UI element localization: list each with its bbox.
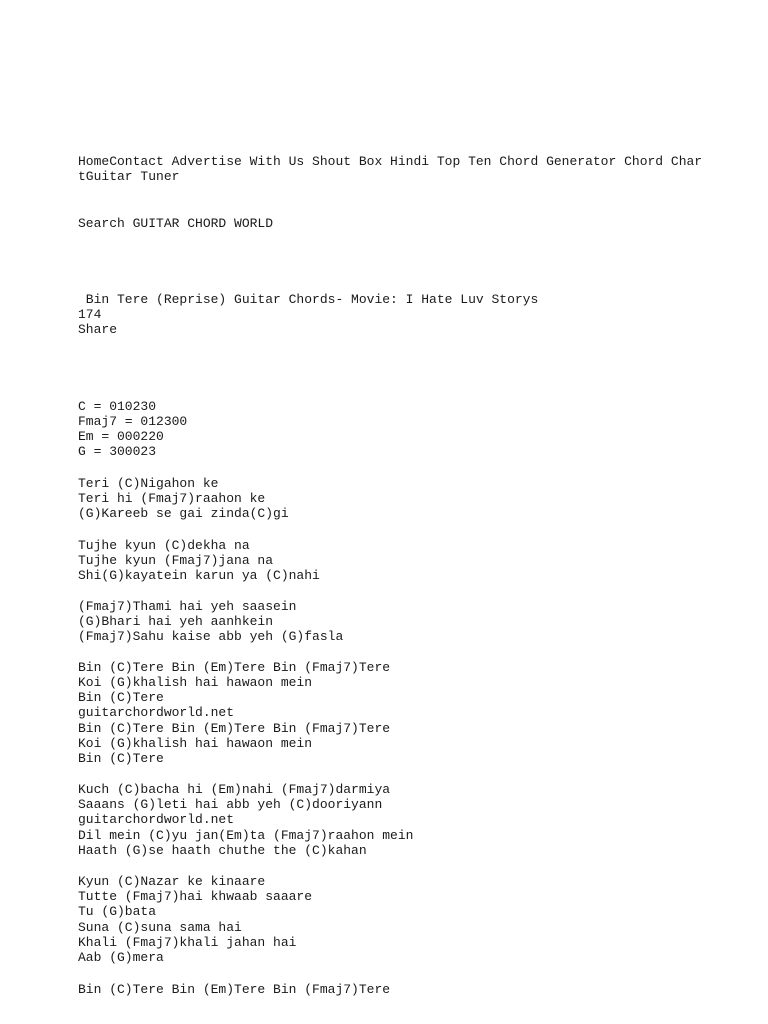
lyric-line: Bin (C)Tere	[78, 751, 164, 766]
lyric-line: Bin (C)Tere	[78, 690, 164, 705]
nav-menu-row-2[interactable]: tGuitar Tuner	[78, 169, 180, 184]
lyric-line: Suna (C)suna sama hai	[78, 920, 242, 935]
lyric-line: Koi (G)khalish hai hawaon mein	[78, 675, 313, 690]
lyric-line: (G)Kareeb se gai zinda(C)gi	[78, 506, 289, 521]
nav-menu-row-1[interactable]: HomeContact Advertise With Us Shout Box Hindi Top Ten Chord Generator Chord Char	[78, 154, 703, 169]
lyric-line: Kyun (C)Nazar ke kinaare	[78, 874, 266, 889]
lyric-line: Teri (C)Nigahon ke	[78, 476, 219, 491]
lyric-line: Tujhe kyun (Fmaj7)jana na	[78, 553, 274, 568]
lyric-line: Teri hi (Fmaj7)raahon ke	[78, 491, 266, 506]
lyric-line: (Fmaj7)Sahu kaise abb yeh (G)fasla	[78, 629, 344, 644]
share-count: 174	[78, 307, 102, 322]
share-button[interactable]: Share	[78, 322, 118, 337]
lyric-line: Aab (G)mera	[78, 950, 164, 965]
chord-definition: G = 300023	[78, 444, 157, 459]
lyric-line: (Fmaj7)Thami hai yeh saasein	[78, 599, 297, 614]
watermark-text: guitarchordworld.net	[78, 705, 235, 720]
lyric-line: Haath (G)se haath chuthe the (C)kahan	[78, 843, 367, 858]
lyric-line: Tutte (Fmaj7)hai khwaab saaare	[78, 889, 313, 904]
watermark-text: guitarchordworld.net	[78, 812, 235, 827]
lyric-line: Saaans (G)leti hai abb yeh (C)dooriyann	[78, 797, 383, 812]
search-label[interactable]: Search GUITAR CHORD WORLD	[78, 216, 274, 231]
chord-definition: Fmaj7 = 012300	[78, 414, 188, 429]
lyric-line: Khali (Fmaj7)khali jahan hai	[78, 935, 297, 950]
chord-definition: C = 010230	[78, 399, 157, 414]
page-title: Bin Tere (Reprise) Guitar Chords- Movie: I Hate Luv Storys	[78, 292, 539, 307]
lyric-line: Bin (C)Tere Bin (Em)Tere Bin (Fmaj7)Tere	[78, 982, 391, 997]
lyric-line: (G)Bhari hai yeh aanhkein	[78, 614, 274, 629]
lyric-line: Bin (C)Tere Bin (Em)Tere Bin (Fmaj7)Tere	[78, 660, 391, 675]
lyric-line: Koi (G)khalish hai hawaon mein	[78, 736, 313, 751]
chord-definition: Em = 000220	[78, 429, 164, 444]
lyric-line: Kuch (C)bacha hi (Em)nahi (Fmaj7)darmiya	[78, 782, 391, 797]
lyric-line: Bin (C)Tere Bin (Em)Tere Bin (Fmaj7)Tere	[78, 721, 391, 736]
lyric-line: Shi(G)kayatein karun ya (C)nahi	[78, 568, 320, 583]
lyric-line: Tujhe kyun (C)dekha na	[78, 538, 250, 553]
lyric-line: Dil mein (C)yu jan(Em)ta (Fmaj7)raahon mein	[78, 828, 414, 843]
lyric-line: Tu (G)bata	[78, 904, 157, 919]
